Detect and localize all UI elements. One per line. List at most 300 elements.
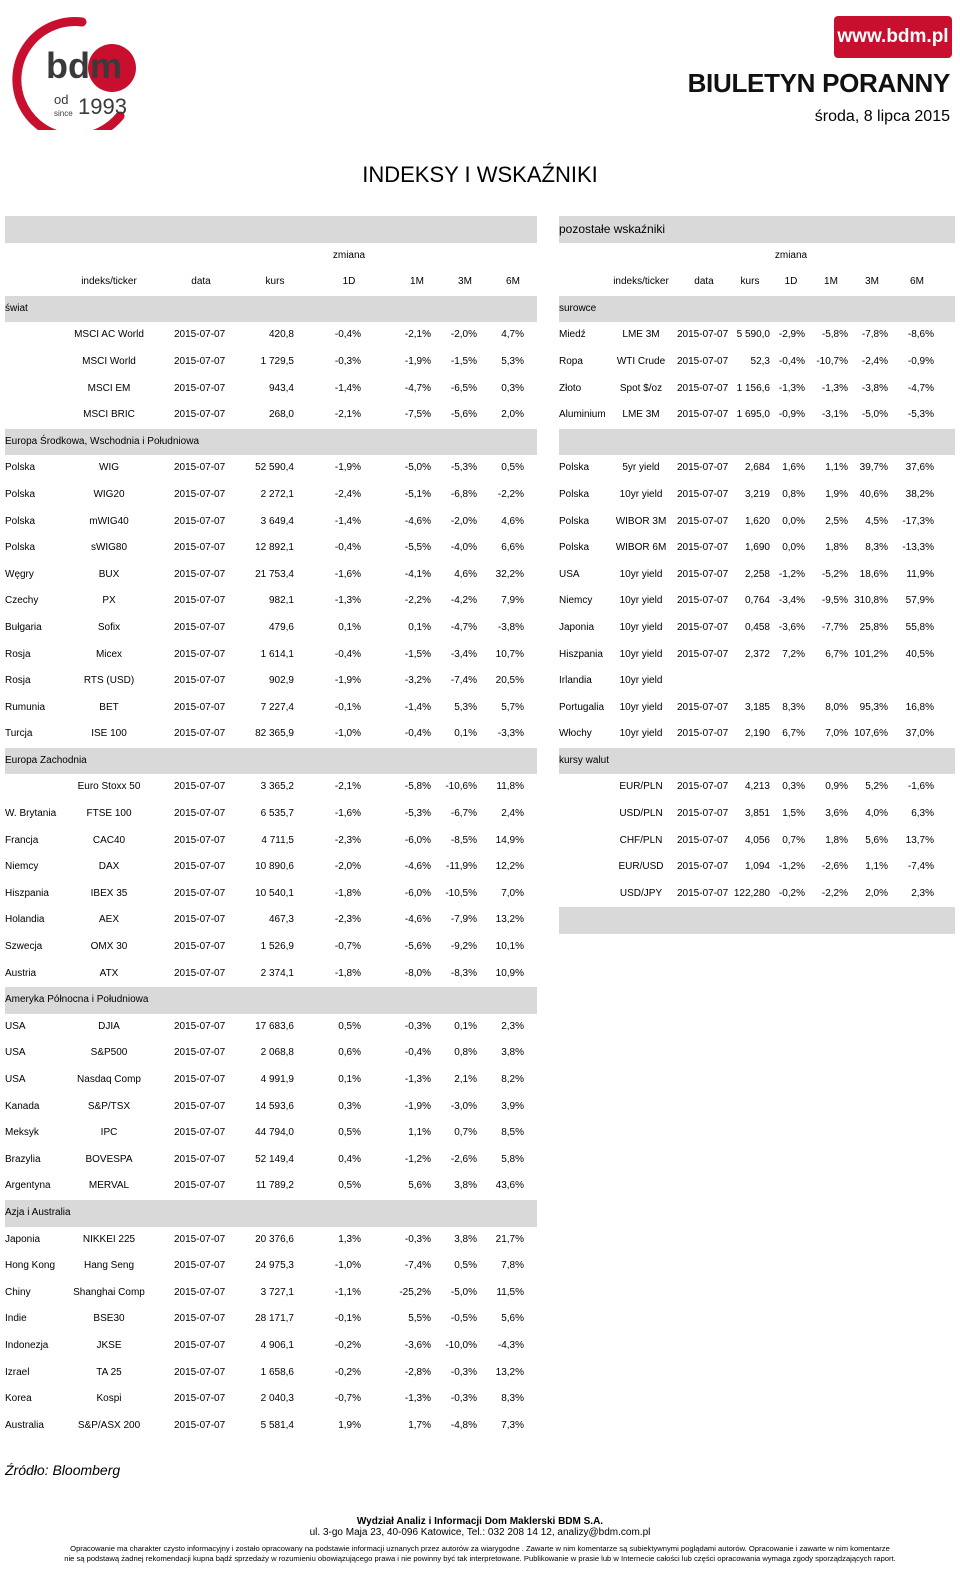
value-cell: -6,0% <box>404 887 431 899</box>
value-cell: -5,0% <box>404 462 431 474</box>
value-cell: -1,6% <box>334 808 361 820</box>
date-cell: 2015-07-07 <box>677 648 729 660</box>
value-cell: 0,3% <box>501 382 524 394</box>
ticker-cell: 10yr yield <box>619 648 663 660</box>
column-header: 6M <box>506 276 520 288</box>
date-cell: 2015-07-07 <box>677 781 729 793</box>
value-cell: -2,2% <box>497 488 524 500</box>
value-cell: 420,8 <box>268 329 294 341</box>
value-cell: 1,094 <box>744 861 770 873</box>
ticker-cell: BOVESPA <box>85 1153 133 1165</box>
value-cell: 268,0 <box>268 409 294 421</box>
value-cell: -7,7% <box>821 621 848 633</box>
column-header: data <box>191 276 211 288</box>
date-cell: 2015-07-07 <box>174 1153 226 1165</box>
value-cell: 11 789,2 <box>255 1180 294 1192</box>
ticker-cell: USD/JPY <box>619 887 663 899</box>
table-row <box>559 322 955 349</box>
value-cell: -6,7% <box>450 808 477 820</box>
value-cell: -2,1% <box>334 781 361 793</box>
value-cell: 1,9% <box>338 1419 361 1431</box>
value-cell: 52,3 <box>750 355 770 367</box>
ticker-cell: RTS (USD) <box>83 675 135 687</box>
value-cell: 10 890,6 <box>255 861 294 873</box>
value-cell: -4,8% <box>450 1419 477 1431</box>
value-cell: -6,0% <box>404 834 431 846</box>
value-cell: -2,9% <box>778 329 805 341</box>
other-indicators-table <box>559 216 955 934</box>
section-header <box>5 429 537 456</box>
value-cell: -1,8% <box>334 967 361 979</box>
table-row <box>5 535 537 562</box>
value-cell: 0,0% <box>782 542 805 554</box>
footer-address: ul. 3-go Maja 23, 40-096 Katowice, Tel.: 032 208 14 12, analizy@bdm.com.pl <box>309 1527 651 1538</box>
value-cell: -7,4% <box>404 1260 431 1272</box>
ticker-cell: MSCI BRIC <box>83 409 135 421</box>
section-title: surowce <box>559 302 597 314</box>
region-cell: Polska <box>559 462 590 474</box>
value-cell: 107,6% <box>854 728 888 740</box>
region-cell: Polska <box>5 462 36 474</box>
value-cell: -7,5% <box>404 409 431 421</box>
table-row <box>5 1360 537 1387</box>
value-cell: -1,4% <box>334 382 361 394</box>
value-cell: 16,8% <box>905 701 934 713</box>
value-cell: -13,3% <box>902 542 934 554</box>
value-cell: 0,8% <box>782 488 805 500</box>
value-cell: 3,8% <box>501 1047 524 1059</box>
value-cell: 4 711,5 <box>261 834 294 846</box>
date-cell: 2015-07-07 <box>174 329 226 341</box>
value-cell: -6,8% <box>450 488 477 500</box>
date-cell: 2015-07-07 <box>677 808 729 820</box>
value-cell: 40,5% <box>905 648 934 660</box>
ticker-cell: 10yr yield <box>619 595 663 607</box>
value-cell: -1,9% <box>334 462 361 474</box>
value-cell: -5,1% <box>404 488 431 500</box>
bulletin-title: BIULETYN PORANNY <box>687 68 950 98</box>
value-cell: 2 374,1 <box>260 967 294 979</box>
value-cell: 0,764 <box>744 595 770 607</box>
table-row <box>5 1280 537 1307</box>
date-cell: 2015-07-07 <box>677 861 729 873</box>
value-cell: 310,8% <box>854 595 888 607</box>
logo-text: bdm <box>46 45 122 86</box>
value-cell: 0,5% <box>501 462 524 474</box>
region-cell: Rosja <box>5 675 31 687</box>
value-cell: -1,8% <box>334 887 361 899</box>
change-label: zmiana <box>332 249 366 261</box>
date-cell: 2015-07-07 <box>174 914 226 926</box>
value-cell: 1 614,1 <box>260 648 294 660</box>
date-cell: 2015-07-07 <box>174 488 226 500</box>
value-cell: -7,8% <box>861 329 888 341</box>
value-cell: -0,3% <box>450 1366 477 1378</box>
region-cell: Polska <box>559 488 590 500</box>
ticker-cell: 5yr yield <box>622 462 660 474</box>
value-cell: -4,7% <box>404 382 431 394</box>
ticker-cell: MSCI EM <box>87 382 131 394</box>
table-row <box>5 1253 537 1280</box>
ticker-cell: sWIG80 <box>90 542 128 554</box>
column-header: indeks/ticker <box>613 276 669 288</box>
value-cell: -3,4% <box>778 595 805 607</box>
value-cell: -8,0% <box>404 967 431 979</box>
value-cell: -1,9% <box>334 675 361 687</box>
value-cell: 8,3% <box>782 701 805 713</box>
date-cell: 2015-07-07 <box>174 462 226 474</box>
region-cell: Francja <box>5 834 39 846</box>
value-cell: 3 365,2 <box>260 781 294 793</box>
bulletin-date: środa, 8 lipca 2015 <box>814 108 950 125</box>
date-cell: 2015-07-07 <box>174 648 226 660</box>
ticker-cell: S&P/TSX <box>87 1100 131 1112</box>
value-cell: 982,1 <box>268 595 294 607</box>
date-cell: 2015-07-07 <box>174 382 226 394</box>
value-cell: 5,7% <box>501 701 524 713</box>
value-cell: -2,6% <box>450 1153 477 1165</box>
date-cell: 2015-07-07 <box>174 1047 226 1059</box>
column-header: 1D <box>342 276 356 288</box>
value-cell: 6,7% <box>782 728 805 740</box>
date-cell: 2015-07-07 <box>174 1313 226 1325</box>
value-cell: 1 658,6 <box>260 1366 294 1378</box>
table-row <box>559 588 955 615</box>
column-header-row <box>559 269 955 296</box>
date-cell: 2015-07-07 <box>174 834 226 846</box>
table-row <box>5 854 537 881</box>
ticker-cell: Euro Stoxx 50 <box>77 781 141 793</box>
table-row <box>5 322 537 349</box>
region-cell: Argentyna <box>5 1180 51 1192</box>
value-cell: -5,2% <box>821 568 848 580</box>
region-cell: Japonia <box>559 621 595 633</box>
value-cell: -0,3% <box>404 1020 431 1032</box>
column-header: 1M <box>824 276 838 288</box>
ticker-cell: BSE30 <box>93 1313 125 1325</box>
value-cell: 5,6% <box>865 834 888 846</box>
value-cell: 1 695,0 <box>736 409 770 421</box>
value-cell: 8,2% <box>501 1074 524 1085</box>
date-cell: 2015-07-07 <box>174 409 226 421</box>
column-header-row <box>5 269 537 296</box>
value-cell: 3 727,1 <box>260 1286 294 1298</box>
value-cell: 467,3 <box>268 914 294 926</box>
change-label-row <box>5 243 537 270</box>
date-cell: 2015-07-07 <box>677 621 729 633</box>
ticker-cell: mWIG40 <box>89 515 129 527</box>
value-cell: 37,6% <box>905 462 934 474</box>
value-cell: 7,8% <box>501 1260 524 1272</box>
value-cell: 3,6% <box>825 808 848 820</box>
value-cell: -1,6% <box>907 781 934 793</box>
value-cell: 4,0% <box>865 808 888 820</box>
region-cell: Polska <box>559 515 590 527</box>
value-cell: 0,5% <box>338 1180 361 1192</box>
ticker-cell: 10yr yield <box>619 488 663 500</box>
column-header: data <box>694 276 714 288</box>
value-cell: 7,3% <box>501 1419 524 1431</box>
date-cell: 2015-07-07 <box>174 1233 226 1245</box>
value-cell: -3,3% <box>497 728 524 740</box>
value-cell: -1,6% <box>334 568 361 580</box>
region-cell: Japonia <box>5 1233 41 1245</box>
value-cell: -5,8% <box>404 781 431 793</box>
value-cell: 479,6 <box>268 621 294 633</box>
table-row <box>5 1014 537 1041</box>
value-cell: -1,2% <box>778 861 805 873</box>
value-cell: -2,4% <box>861 355 888 367</box>
value-cell: 57,9% <box>905 595 934 607</box>
value-cell: -5,5% <box>404 542 431 554</box>
value-cell: 0,1% <box>454 728 477 740</box>
value-cell: 21 753,4 <box>255 568 294 580</box>
ticker-cell: AEX <box>98 914 120 926</box>
ticker-cell: WIBOR 6M <box>615 542 667 554</box>
value-cell: -1,4% <box>404 701 431 713</box>
value-cell: 38,2% <box>905 488 934 500</box>
value-cell: -4,2% <box>450 595 477 607</box>
value-cell: 943,4 <box>268 382 294 394</box>
value-cell: -1,0% <box>334 1260 361 1272</box>
logo-year: 1993 <box>78 94 127 119</box>
value-cell: -2,4% <box>334 488 361 500</box>
value-cell: -6,5% <box>450 382 477 394</box>
value-cell: 1,7% <box>408 1419 431 1431</box>
value-cell: 52 590,4 <box>255 462 294 474</box>
value-cell: 6,6% <box>501 542 524 554</box>
region-cell: Hiszpania <box>559 648 603 660</box>
section-header <box>559 296 955 323</box>
value-cell: 10,7% <box>495 648 524 660</box>
date-cell: 2015-07-07 <box>174 568 226 580</box>
value-cell: 1,1% <box>825 462 848 474</box>
table-row <box>5 774 537 801</box>
region-cell: Holandia <box>5 914 45 926</box>
value-cell: 24 975,3 <box>255 1260 294 1272</box>
value-cell: -10,6% <box>445 781 477 793</box>
date-cell: 2015-07-07 <box>174 941 226 953</box>
ticker-cell: TA 25 <box>96 1366 122 1378</box>
value-cell: 1 526,9 <box>260 941 294 953</box>
value-cell: -3,8% <box>497 621 524 633</box>
column-header: indeks/ticker <box>81 276 137 288</box>
value-cell: -8,6% <box>907 329 934 341</box>
date-cell: 2015-07-07 <box>677 568 729 580</box>
website-badge[interactable]: www.bdm.pl <box>834 16 952 58</box>
value-cell: -4,7% <box>907 382 934 394</box>
ticker-cell: Micex <box>95 648 123 660</box>
value-cell: 0,1% <box>454 1020 477 1032</box>
table-row <box>559 402 955 429</box>
value-cell: 4,056 <box>744 834 770 846</box>
region-cell: Hong Kong <box>5 1260 56 1272</box>
table-row <box>5 961 537 988</box>
value-cell: 13,7% <box>905 834 934 846</box>
region-cell: Aluminium <box>559 409 606 421</box>
date-cell: 2015-07-07 <box>174 808 226 820</box>
region-cell: Brazylia <box>5 1153 41 1165</box>
value-cell: -3,6% <box>404 1339 431 1351</box>
column-header: 1D <box>784 276 798 288</box>
value-cell: 12,2% <box>495 861 524 873</box>
value-cell: 3,219 <box>744 488 770 500</box>
value-cell: 0,5% <box>338 1020 361 1032</box>
value-cell: 2,372 <box>744 648 770 660</box>
table-row <box>5 349 537 376</box>
value-cell: 5,6% <box>408 1180 431 1192</box>
value-cell: -0,4% <box>334 542 361 554</box>
value-cell: 7,9% <box>501 595 524 607</box>
value-cell: -0,9% <box>907 355 934 367</box>
section-header <box>5 296 537 323</box>
value-cell: -3,0% <box>450 1100 477 1112</box>
date-cell: 2015-07-07 <box>174 1419 226 1431</box>
ticker-cell: 10yr yield <box>619 728 663 740</box>
region-cell: Korea <box>5 1393 32 1405</box>
value-cell: -0,4% <box>334 648 361 660</box>
table-row <box>5 509 537 536</box>
value-cell: 1,3% <box>338 1233 361 1245</box>
value-cell: 4,6% <box>501 515 524 527</box>
value-cell: 8,3% <box>501 1393 524 1405</box>
ticker-cell: ISE 100 <box>91 728 127 740</box>
region-cell: Polska <box>5 488 36 500</box>
region-cell: Meksyk <box>5 1127 39 1139</box>
value-cell: -5,6% <box>450 409 477 421</box>
ticker-cell: PX <box>102 595 116 607</box>
table-row <box>559 509 955 536</box>
value-cell: 82 365,9 <box>255 728 294 740</box>
value-cell: 1,8% <box>825 834 848 846</box>
value-cell: 6,3% <box>911 808 934 820</box>
section-title: świat <box>5 302 28 314</box>
date-cell: 2015-07-07 <box>174 1127 226 1139</box>
value-cell: 1,690 <box>744 542 770 554</box>
value-cell: 0,0% <box>782 515 805 527</box>
ticker-cell: JKSE <box>96 1339 122 1351</box>
value-cell: -1,9% <box>404 355 431 367</box>
value-cell: 0,458 <box>744 621 770 633</box>
value-cell: 13,2% <box>495 1366 524 1378</box>
table-row <box>559 695 955 722</box>
value-cell: 1,8% <box>825 542 848 554</box>
value-cell: 6 535,7 <box>260 808 294 820</box>
table-row <box>559 376 955 403</box>
value-cell: -4,1% <box>404 568 431 580</box>
table-row <box>559 774 955 801</box>
ticker-cell: BET <box>99 701 119 713</box>
table-row <box>5 642 537 669</box>
value-cell: 3 649,4 <box>260 515 294 527</box>
ticker-cell: LME 3M <box>622 329 660 341</box>
date-cell: 2015-07-07 <box>174 728 226 740</box>
value-cell: -4,0% <box>450 542 477 554</box>
logo-od: od <box>54 92 69 107</box>
region-cell: Rosja <box>5 648 31 660</box>
table-row <box>5 455 537 482</box>
value-cell: -1,2% <box>778 568 805 580</box>
table-row <box>5 1067 537 1094</box>
value-cell: 7,2% <box>782 648 805 660</box>
value-cell: 5 581,4 <box>260 1419 294 1431</box>
page-title: INDEKSY I WSKAŹNIKI <box>362 162 598 187</box>
table-row <box>559 881 955 908</box>
ticker-cell: FTSE 100 <box>86 808 132 820</box>
value-cell: -2,1% <box>334 409 361 421</box>
value-cell: 2,3% <box>911 887 934 899</box>
ticker-cell: DAX <box>98 861 120 873</box>
value-cell: -7,4% <box>907 861 934 873</box>
value-cell: 32,2% <box>495 568 524 580</box>
table-row <box>559 721 955 748</box>
table-row <box>5 801 537 828</box>
value-cell: 3,185 <box>744 701 770 713</box>
date-cell: 2015-07-07 <box>174 1286 226 1298</box>
value-cell: -0,9% <box>778 409 805 421</box>
value-cell: 20 376,6 <box>255 1233 294 1245</box>
value-cell: 4,213 <box>744 781 770 793</box>
table-row <box>5 482 537 509</box>
ticker-cell: DJIA <box>98 1020 120 1032</box>
value-cell: 0,1% <box>408 621 431 633</box>
table-header-title: pozostałe wskaźniki <box>559 222 666 236</box>
value-cell: 3,9% <box>501 1100 524 1112</box>
date-cell: 2015-07-07 <box>677 515 729 527</box>
value-cell: 1 156,6 <box>736 382 770 394</box>
value-cell: 4 991,9 <box>260 1074 294 1085</box>
value-cell: 2 068,8 <box>260 1047 294 1059</box>
column-header: 3M <box>458 276 472 288</box>
value-cell: -0,2% <box>334 1339 361 1351</box>
value-cell: 21,7% <box>495 1233 524 1245</box>
value-cell: 5,8% <box>501 1153 524 1165</box>
date-cell: 2015-07-07 <box>174 781 226 793</box>
section-header <box>5 1200 537 1227</box>
change-label-row <box>559 243 955 270</box>
column-header: kurs <box>740 276 760 288</box>
section-title: Europa Zachodnia <box>5 754 87 766</box>
value-cell: 5,5% <box>408 1313 431 1325</box>
value-cell: 55,8% <box>905 621 934 633</box>
region-cell: Włochy <box>559 728 592 740</box>
table-row <box>5 615 537 642</box>
value-cell: 1 729,5 <box>260 355 294 367</box>
date-cell: 2015-07-07 <box>677 834 729 846</box>
date-cell: 2015-07-07 <box>174 595 226 607</box>
date-cell: 2015-07-07 <box>677 488 729 500</box>
value-cell: -5,3% <box>404 808 431 820</box>
table-row <box>5 1386 537 1413</box>
region-cell: Izrael <box>5 1366 30 1378</box>
value-cell: -10,5% <box>445 887 477 899</box>
date-cell: 2015-07-07 <box>677 355 729 367</box>
table-row <box>5 1173 537 1200</box>
value-cell: -0,2% <box>334 1366 361 1378</box>
value-cell: 10,1% <box>495 941 524 953</box>
value-cell: 52 149,4 <box>255 1153 294 1165</box>
ticker-cell: IBEX 35 <box>90 887 128 899</box>
table-row <box>5 1147 537 1174</box>
value-cell: 7,0% <box>501 887 524 899</box>
value-cell: 6,7% <box>825 648 848 660</box>
value-cell: 7,0% <box>825 728 848 740</box>
date-cell: 2015-07-07 <box>677 329 729 341</box>
value-cell: 0,8% <box>454 1047 477 1059</box>
value-cell: 8,3% <box>865 542 888 554</box>
value-cell: -5,3% <box>907 409 934 421</box>
value-cell: -4,6% <box>404 914 431 926</box>
